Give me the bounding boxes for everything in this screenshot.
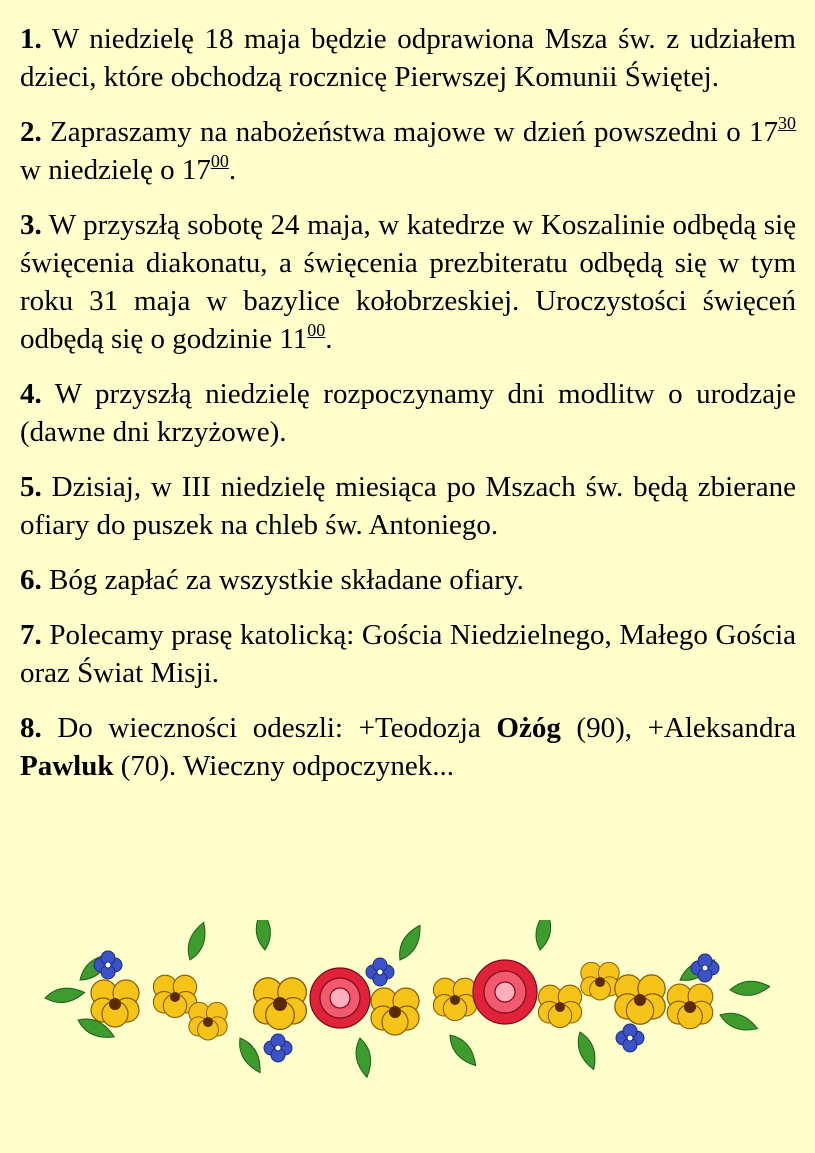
announcement-4 <box>20 375 796 451</box>
item-text: w niedzielę o 17 <box>20 154 211 186</box>
item-text: W przyszłą sobotę 24 maja, w katedrze w Koszalinie odbędą się święcenia diakonatu, a święcenia prezbiteratu odbędą się w tym roku 31 maja w bazylice kołobrzeskiej. Uroczystości święceń odbędą się o godzinie 11 <box>20 209 796 355</box>
item-text: Bóg zapłać za wszystkie składane ofiary. <box>49 564 524 596</box>
deceased-surname: Pawluk <box>20 750 114 782</box>
yellow-pansies <box>91 962 713 1040</box>
item-number: 4. <box>20 378 42 410</box>
item-number: 2. <box>20 116 42 148</box>
item-number: 5. <box>20 471 42 503</box>
item-text: (90), +Aleksandra <box>560 712 796 744</box>
announcement-5 <box>20 468 796 544</box>
item-text: Dzisiaj, w III niedzielę miesiąca po Mszach św. będą zbierane ofiary do puszek na chleb św. Antoniego. <box>20 471 797 541</box>
time-superscript: 00 <box>307 320 326 340</box>
item-text: W niedzielę 18 maja będzie odprawiona Msza św. z udziałem dzieci, które obchodzą rocznicę Pierwszej Komunii Świętej. <box>20 23 796 93</box>
roses <box>310 960 537 1028</box>
item-text: Do wieczności odeszli: +Teodozja <box>57 712 497 744</box>
item-text: Polecamy prasę katolicką: Gościa Niedzielnego, Małego Gościa oraz Świat Misji. <box>20 619 797 689</box>
flower-garland-image <box>40 920 770 1080</box>
announcement-1 <box>20 20 796 96</box>
item-text: W przyszłą niedzielę rozpoczynamy dni modlitw o urodzaje (dawne dni krzyżowe). <box>20 378 796 448</box>
item-number: 8. <box>20 712 42 744</box>
announcement-3 <box>20 206 796 358</box>
item-number: 1. <box>20 23 42 55</box>
deceased-surname: Ożóg <box>496 712 561 744</box>
announcement-7 <box>20 616 796 692</box>
announcement-6 <box>20 561 796 599</box>
item-text: Zapraszamy na nabożeństwa majowe w dzień powszedni o 17 <box>50 116 779 148</box>
item-number: 7. <box>20 619 42 651</box>
announcement-2 <box>20 113 796 189</box>
time-superscript: 30 <box>778 113 797 133</box>
item-text: . <box>325 323 333 355</box>
item-number: 6. <box>20 564 42 596</box>
time-superscript: 00 <box>210 151 229 171</box>
item-text: (70). Wieczny odpoczynek... <box>113 750 455 782</box>
item-number: 3. <box>20 209 42 241</box>
announcement-list <box>20 20 796 802</box>
item-text: . <box>228 154 237 186</box>
announcement-8 <box>20 709 796 785</box>
